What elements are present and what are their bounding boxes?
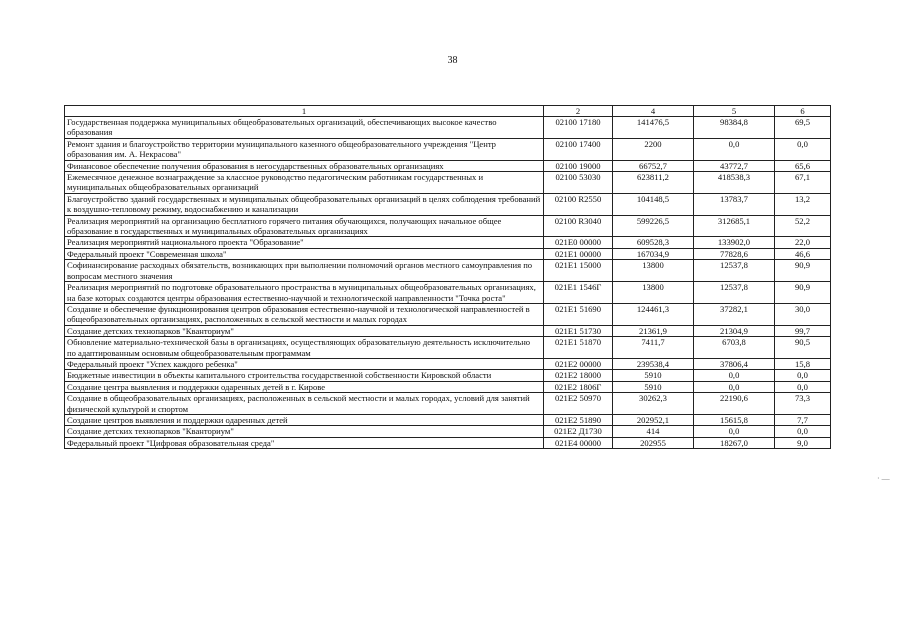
row-code: 021E2 18000: [544, 370, 613, 381]
row-name: Создание центров выявления и поддержки одаренных детей: [65, 414, 544, 425]
row-exec: 43772,7: [694, 160, 775, 171]
table-row: [65, 370, 831, 381]
row-name: Создание и обеспечение функционирования центров образования естественно-научной и технологической направленностей в общеобразовательных организациях, расположенных в сельской местности и малых городах: [65, 303, 544, 325]
row-exec: 0,0: [694, 381, 775, 392]
scan-artifact: · ―: [877, 474, 890, 483]
row-code: 02100 17180: [544, 117, 613, 139]
row-name: Ежемесячное денежное вознаграждение за классное руководство педагогическим работникам государственных и муниципальных общеобразовательных организаций: [65, 172, 544, 194]
row-plan: 609528,3: [613, 237, 694, 248]
header-col-4: 4: [613, 106, 694, 117]
row-percent: 65,6: [775, 160, 831, 171]
row-name: Финансовое обеспечение получения образования в негосударственных образовательных организациях: [65, 160, 544, 171]
row-exec: 37282,1: [694, 303, 775, 325]
row-plan: 2200: [613, 138, 694, 160]
row-code: 021E1 51870: [544, 337, 613, 359]
row-plan: 5910: [613, 370, 694, 381]
row-exec: 133902,0: [694, 237, 775, 248]
row-plan: 66752,7: [613, 160, 694, 171]
row-plan: 5910: [613, 381, 694, 392]
row-plan: 30262,3: [613, 393, 694, 415]
row-name: Обновление материально-технической базы в организациях, осуществляющих образовательную деятельность исключительно по адаптированным основным общеобразовательным программам: [65, 337, 544, 359]
header-row: [65, 106, 831, 117]
table-row: [65, 248, 831, 259]
row-name: Государственная поддержка муниципальных общеобразовательных организаций, обеспечивающих высокое качество образования: [65, 117, 544, 139]
row-name: Федеральный проект "Успех каждого ребенка": [65, 358, 544, 369]
row-plan: 13800: [613, 282, 694, 304]
table-row: [65, 437, 831, 448]
row-exec: 98384,8: [694, 117, 775, 139]
row-plan: 202955: [613, 437, 694, 448]
row-percent: 30,0: [775, 303, 831, 325]
row-percent: 0,0: [775, 138, 831, 160]
row-name: Создание в общеобразовательных организациях, расположенных в сельской местности и малых городах, условий для занятий физической культурой и спортом: [65, 393, 544, 415]
table-row: [65, 303, 831, 325]
row-plan: 623811,2: [613, 172, 694, 194]
row-name: Благоустройство зданий государственных и муниципальных общеобразовательных организаций в целях соблюдения требований к воздушно-тепловому режиму, водоснабжению и канализации: [65, 193, 544, 215]
row-name: Федеральный проект "Цифровая образовательная среда": [65, 437, 544, 448]
row-plan: 141476,5: [613, 117, 694, 139]
row-percent: 73,3: [775, 393, 831, 415]
row-percent: 99,7: [775, 325, 831, 336]
row-percent: 0,0: [775, 381, 831, 392]
row-percent: 90,9: [775, 260, 831, 282]
row-code: 02100 R3040: [544, 215, 613, 237]
row-plan: 599226,5: [613, 215, 694, 237]
budget-table: [64, 105, 831, 449]
row-percent: 13,2: [775, 193, 831, 215]
table-row: [65, 215, 831, 237]
header-col-1: 1: [65, 106, 544, 117]
row-name: Реализация мероприятий на организацию бесплатного горячего питания обучающихся, получающих начальное общее образование в государственных и муниципальных образовательных организациях: [65, 215, 544, 237]
table-row: [65, 172, 831, 194]
row-plan: 414: [613, 426, 694, 437]
table-row: [65, 138, 831, 160]
row-exec: 418538,3: [694, 172, 775, 194]
table-row: [65, 325, 831, 336]
row-plan: 13800: [613, 260, 694, 282]
row-percent: 90,5: [775, 337, 831, 359]
row-code: 02100 53030: [544, 172, 613, 194]
table-row: [65, 414, 831, 425]
row-exec: 18267,0: [694, 437, 775, 448]
table-row: [65, 117, 831, 139]
row-exec: 22190,6: [694, 393, 775, 415]
row-code: 021E1 51690: [544, 303, 613, 325]
row-code: 02100 R2550: [544, 193, 613, 215]
row-name: Создание детских технопарков "Кванториум": [65, 325, 544, 336]
row-name: Создание центра выявления и поддержки одаренных детей в г. Кирове: [65, 381, 544, 392]
row-exec: 0,0: [694, 370, 775, 381]
row-plan: 167034,9: [613, 248, 694, 259]
row-code: 021E4 00000: [544, 437, 613, 448]
row-percent: 0,0: [775, 370, 831, 381]
row-plan: 104148,5: [613, 193, 694, 215]
row-code: 021E2 00000: [544, 358, 613, 369]
row-plan: 202952,1: [613, 414, 694, 425]
row-exec: 0,0: [694, 138, 775, 160]
table-row: [65, 160, 831, 171]
table-body: [65, 117, 831, 449]
row-exec: 0,0: [694, 426, 775, 437]
row-code: 021E0 00000: [544, 237, 613, 248]
row-name: Создание детских технопарков "Кванториум": [65, 426, 544, 437]
row-exec: 12537,8: [694, 282, 775, 304]
row-percent: 67,1: [775, 172, 831, 194]
row-exec: 21304,9: [694, 325, 775, 336]
row-percent: 15,8: [775, 358, 831, 369]
row-code: 021E1 00000: [544, 248, 613, 259]
row-code: 021E1 15000: [544, 260, 613, 282]
table-row: [65, 426, 831, 437]
row-plan: 124461,3: [613, 303, 694, 325]
table-row: [65, 393, 831, 415]
row-percent: 90,9: [775, 282, 831, 304]
row-name: Бюджетные инвестиции в объекты капитального строительства государственной собственности Кировской области: [65, 370, 544, 381]
row-code: 021E2 Д1730: [544, 426, 613, 437]
row-percent: 22,0: [775, 237, 831, 248]
header-col-6: 6: [775, 106, 831, 117]
table-row: [65, 337, 831, 359]
row-percent: 7,7: [775, 414, 831, 425]
row-plan: 7411,7: [613, 337, 694, 359]
row-exec: 13783,7: [694, 193, 775, 215]
row-exec: 37806,4: [694, 358, 775, 369]
table-row: [65, 260, 831, 282]
row-name: Федеральный проект "Современная школа": [65, 248, 544, 259]
row-code: 021E2 51890: [544, 414, 613, 425]
table-row: [65, 381, 831, 392]
row-percent: 69,5: [775, 117, 831, 139]
row-percent: 9,0: [775, 437, 831, 448]
table-row: [65, 358, 831, 369]
header-col-2: 2: [544, 106, 613, 117]
row-exec: 77828,6: [694, 248, 775, 259]
header-col-5: 5: [694, 106, 775, 117]
table-row: [65, 193, 831, 215]
row-code: 021E2 1806Г: [544, 381, 613, 392]
row-code: 021E2 50970: [544, 393, 613, 415]
table-row: [65, 282, 831, 304]
row-code: 021E1 1546Г: [544, 282, 613, 304]
row-percent: 0,0: [775, 426, 831, 437]
row-name: Реализация мероприятий национального проекта "Образование": [65, 237, 544, 248]
row-plan: 239538,4: [613, 358, 694, 369]
row-code: 021E1 51730: [544, 325, 613, 336]
row-code: 02100 17400: [544, 138, 613, 160]
row-percent: 46,6: [775, 248, 831, 259]
row-exec: 6703,8: [694, 337, 775, 359]
row-exec: 312685,1: [694, 215, 775, 237]
table-row: [65, 237, 831, 248]
row-name: Реализация мероприятий по подготовке образовательного пространства в муниципальных общеобразовательных организациях, на базе которых создаются центры образования естественно-научной и технологической направленности "Точка роста": [65, 282, 544, 304]
row-plan: 21361,9: [613, 325, 694, 336]
row-exec: 15615,8: [694, 414, 775, 425]
row-name: Софинансирование расходных обязательств, возникающих при выполнении полномочий органов местного самоуправления по вопросам местного значения: [65, 260, 544, 282]
page-number: 38: [447, 55, 458, 66]
row-exec: 12537,8: [694, 260, 775, 282]
row-percent: 52,2: [775, 215, 831, 237]
row-name: Ремонт здания и благоустройство территории муниципального казенного общеобразовательного учреждения "Центр образования им. А. Некрасова": [65, 138, 544, 160]
row-code: 02100 19000: [544, 160, 613, 171]
